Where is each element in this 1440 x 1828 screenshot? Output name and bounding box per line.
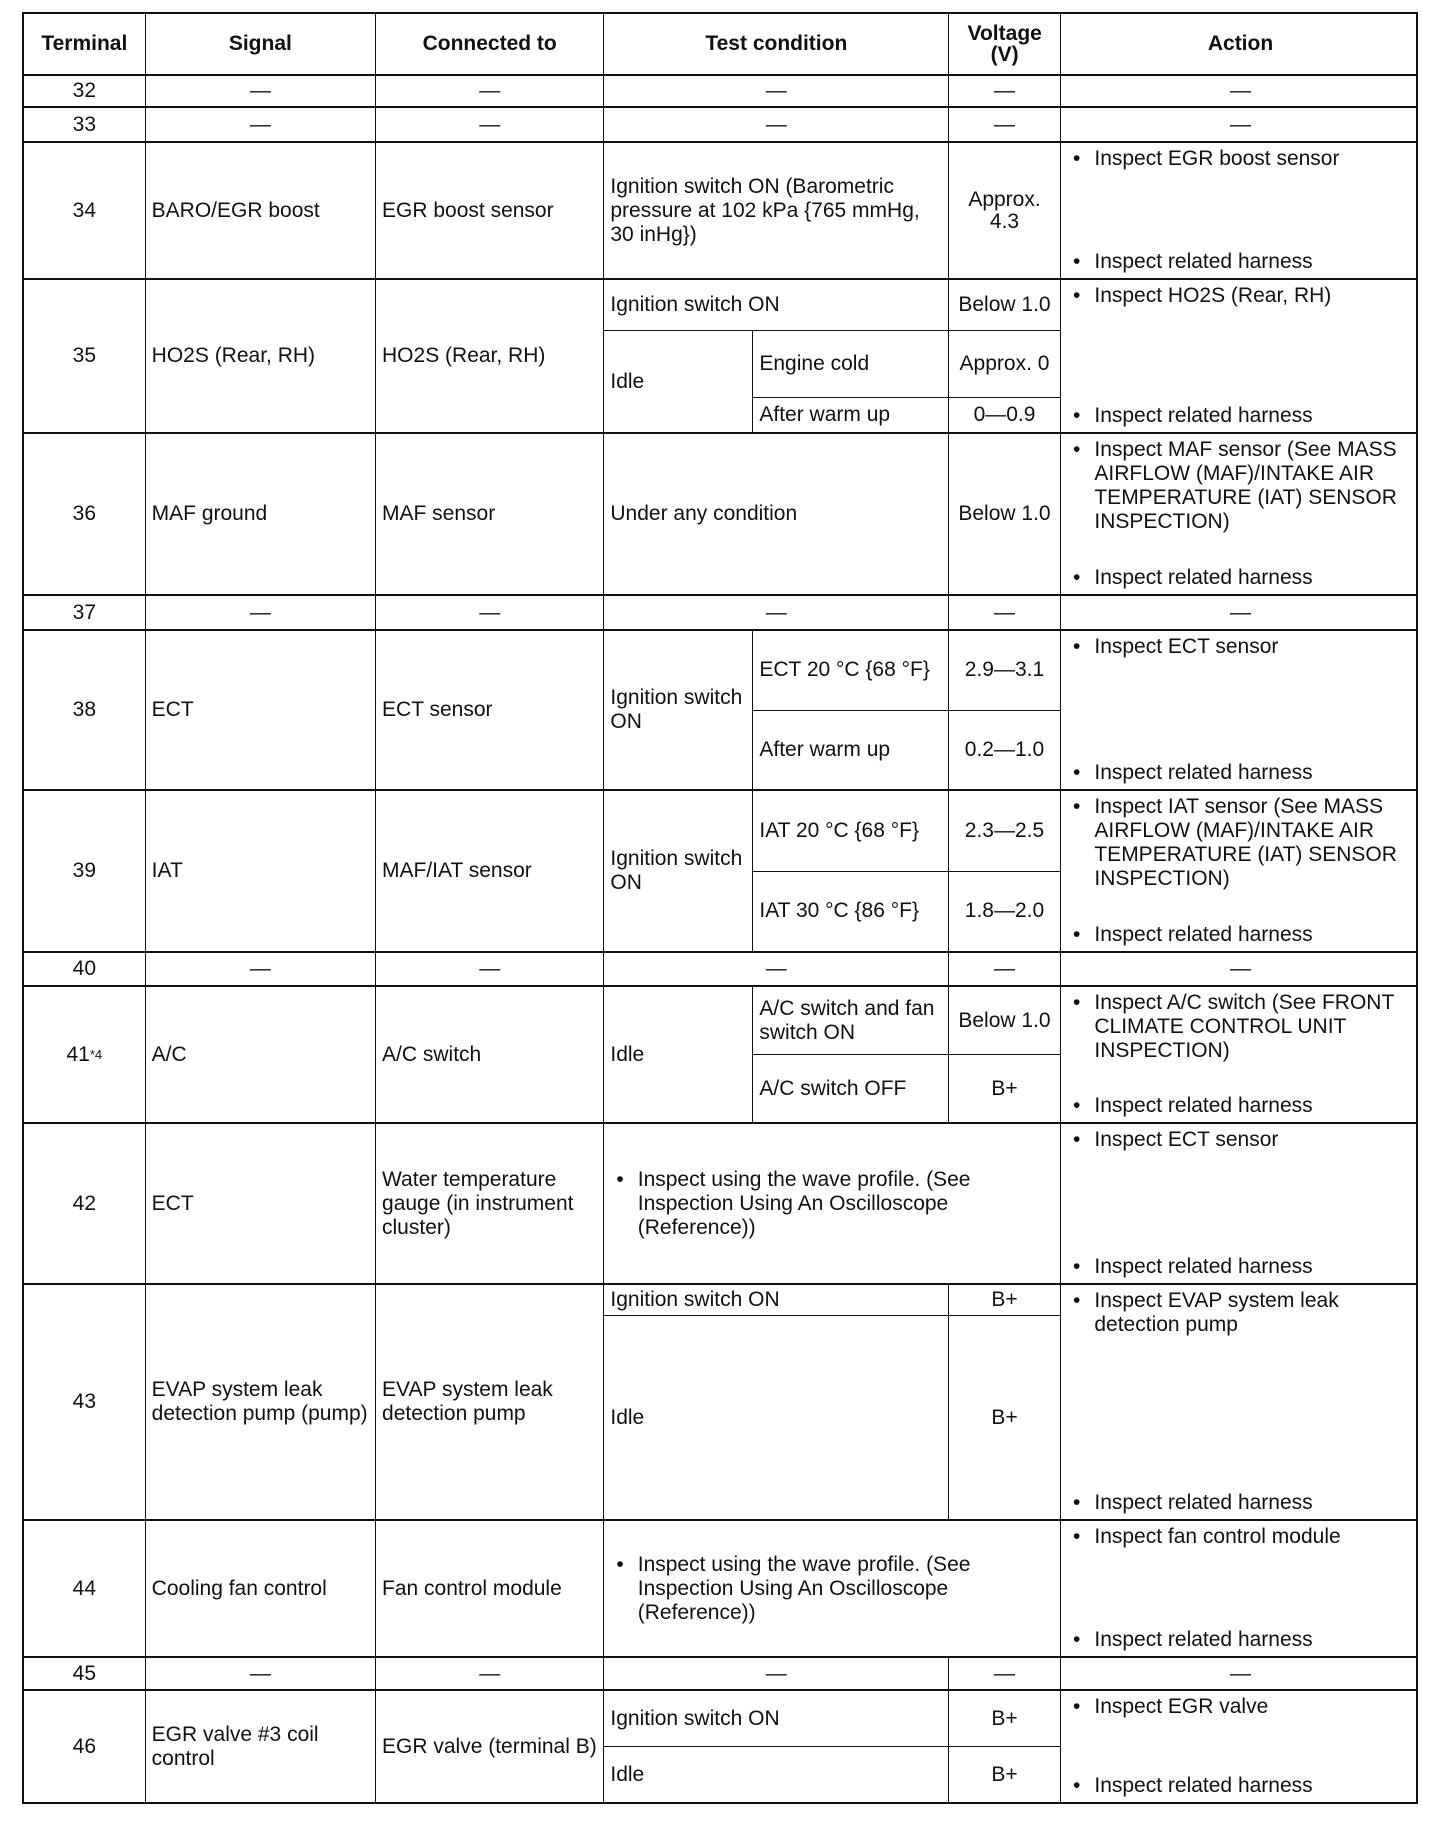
- terminal-number: 45: [72, 1661, 97, 1685]
- action-text: Inspect fan control module: [1094, 1525, 1341, 1548]
- condition-voltage-cell: [603, 953, 1060, 985]
- bullet-icon: •: [1073, 635, 1081, 658]
- condition-voltage-cell: [603, 280, 1060, 432]
- voltage-cell: —: [948, 596, 1060, 629]
- terminal-cell: [24, 1285, 145, 1519]
- signal-cell: —: [145, 108, 375, 141]
- action-item: [1073, 761, 1408, 785]
- action-cell: —: [1060, 76, 1416, 106]
- terminal-number: 34: [72, 198, 97, 222]
- connected-to-cell: EVAP system leak detection pump: [375, 1285, 603, 1519]
- sub-condition-label: A/C switch and fan switch ON: [759, 996, 935, 1044]
- signal-cell: —: [145, 953, 375, 985]
- action-text: Inspect ECT sensor: [1094, 635, 1279, 658]
- condition-entry: [604, 1691, 1060, 1746]
- voltage-value: Below 1.0: [948, 987, 1060, 1054]
- table-row-35: [24, 278, 1416, 432]
- bullet-icon: •: [1073, 1289, 1081, 1312]
- test-condition-label: Ignition switch ON (Barometric pressure at 102 kPa {765 mmHg, 30 inHg}): [610, 174, 920, 246]
- action-cell: —: [1060, 953, 1416, 985]
- test-condition-label: Ignition switch ON: [604, 791, 753, 951]
- voltage-value: Approx. 4.3: [948, 143, 1060, 278]
- table-row-32: [24, 74, 1416, 106]
- action-cell: [1060, 1691, 1416, 1802]
- connected-to-cell: Fan control module: [375, 1521, 603, 1656]
- sub-condition: [753, 631, 1060, 710]
- voltage-value: 0—0.9: [948, 398, 1060, 432]
- terminal-cell: [24, 1124, 145, 1283]
- action-item: [1073, 1695, 1408, 1719]
- test-condition-label: Ignition switch ON: [610, 293, 780, 317]
- action-text: Inspect related harness: [1094, 761, 1313, 784]
- test-condition-label: Idle: [610, 1762, 645, 1786]
- wave-profile-note: [604, 1521, 1060, 1656]
- wave-text: Inspect using the wave profile. (See Inspection Using An Oscilloscope (Reference)): [637, 1167, 971, 1239]
- test-condition-label: Ignition switch ON: [610, 1706, 780, 1730]
- terminal-cell: [24, 434, 145, 594]
- signal-cell: A/C: [145, 987, 375, 1122]
- voltage-value: Below 1.0: [948, 280, 1060, 330]
- terminal-cell: [24, 1521, 145, 1656]
- action-item: [1073, 923, 1408, 947]
- voltage-value: Approx. 0: [948, 331, 1060, 396]
- bullet-icon: •: [1073, 147, 1081, 170]
- connected-to-cell: MAF sensor: [375, 434, 603, 594]
- action-text: Inspect A/C switch (See FRONT CLIMATE CONTROL UNIT INSPECTION): [1094, 991, 1394, 1062]
- action-text: Inspect related harness: [1094, 1255, 1313, 1278]
- sub-condition: [753, 397, 1060, 432]
- action-cell: [1060, 631, 1416, 789]
- terminal-voltage-table: [22, 12, 1418, 1804]
- sub-condition-label: ECT 20 °C {68 °F}: [759, 658, 930, 682]
- terminal-number: 35: [72, 344, 97, 367]
- terminal-number: 32: [72, 79, 97, 102]
- condition-voltage-cell: [603, 1124, 1060, 1283]
- terminal-number: 39: [72, 859, 97, 882]
- bullet-icon: •: [1073, 761, 1081, 784]
- condition-voltage-cell: [603, 1658, 1060, 1689]
- terminal-cell: [24, 596, 145, 629]
- table-row-38: [24, 629, 1416, 789]
- wave-bullet: [616, 1168, 1048, 1240]
- voltage-value: B+: [948, 1691, 1060, 1746]
- signal-cell: EGR valve #3 coil control: [145, 1691, 375, 1802]
- sub-condition-label: IAT 20 °C {68 °F}: [759, 818, 919, 842]
- terminal-number: 42: [72, 1191, 97, 1215]
- signal-cell: EVAP system leak detection pump (pump): [145, 1285, 375, 1519]
- condition-voltage-cell: [603, 143, 1060, 278]
- condition-voltage-cell: [603, 987, 1060, 1122]
- test-condition-cell: —: [765, 112, 787, 136]
- action-cell: [1060, 1521, 1416, 1656]
- sub-condition: [753, 791, 1060, 871]
- terminal-number: 38: [72, 698, 97, 721]
- sub-condition: [753, 987, 1060, 1054]
- bullet-icon: •: [1073, 1128, 1081, 1151]
- action-item: [1073, 1128, 1408, 1152]
- bullet-icon: •: [1073, 1255, 1081, 1278]
- sub-conditions: [753, 791, 1060, 951]
- bullet-icon: •: [1073, 1094, 1081, 1117]
- sub-condition: [753, 710, 1060, 790]
- condition-voltage-cell: [603, 631, 1060, 789]
- terminal-number: 40: [72, 957, 97, 980]
- terminal-number: 43: [72, 1390, 97, 1413]
- action-cell: —: [1060, 108, 1416, 141]
- table-row-33: [24, 106, 1416, 141]
- sub-condition-label: After warm up: [759, 402, 891, 426]
- voltage-cell: —: [948, 1658, 1060, 1689]
- action-text: Inspect EGR boost sensor: [1094, 147, 1340, 170]
- table-header-row: [24, 14, 1416, 74]
- condition-entry: [604, 330, 1060, 432]
- sub-condition-label: After warm up: [759, 737, 891, 761]
- test-condition-label: Under any condition: [610, 502, 798, 525]
- test-condition-label: Idle: [610, 1405, 645, 1429]
- condition-entry: [604, 143, 1060, 278]
- connected-to-cell: —: [375, 953, 603, 985]
- terminal-cell: [24, 791, 145, 951]
- bullet-icon: •: [1073, 795, 1081, 818]
- action-text: Inspect related harness: [1094, 923, 1313, 946]
- terminal-cell: [24, 1658, 145, 1689]
- action-text: Inspect related harness: [1094, 1628, 1313, 1651]
- connected-to-cell: —: [375, 596, 603, 629]
- voltage-cell: —: [948, 108, 1060, 141]
- terminal-number: 46: [72, 1734, 97, 1758]
- wave-bullet: [616, 1553, 1048, 1625]
- bullet-icon: •: [1073, 1774, 1081, 1797]
- action-text: Inspect IAT sensor (See MASS AIRFLOW (MAF)/INTAKE AIR TEMPERATURE (IAT) SENSOR INSPECTION): [1094, 795, 1397, 890]
- sub-condition-label: IAT 30 °C {86 °F}: [759, 899, 919, 923]
- bullet-icon: •: [1073, 923, 1081, 946]
- condition-voltage-cell: [603, 596, 1060, 629]
- condition-voltage-cell: [603, 76, 1060, 106]
- header-signal: Signal: [145, 14, 375, 74]
- voltage-value: B+: [948, 1055, 1060, 1122]
- voltage-value: B+: [948, 1747, 1060, 1802]
- terminal-cell: [24, 1691, 145, 1802]
- table-row-42: [24, 1122, 1416, 1283]
- condition-entry: [604, 987, 1060, 1122]
- action-cell: [1060, 434, 1416, 594]
- connected-to-cell: EGR valve (terminal B): [375, 1691, 603, 1802]
- signal-cell: Cooling fan control: [145, 1521, 375, 1656]
- connected-to-cell: MAF/IAT sensor: [375, 791, 603, 951]
- condition-voltage-cell: [603, 108, 1060, 141]
- condition-entry: [604, 1746, 1060, 1802]
- connected-to-cell: A/C switch: [375, 987, 603, 1122]
- sub-conditions: [753, 987, 1060, 1122]
- table-row-34: [24, 141, 1416, 278]
- sub-condition: [753, 871, 1060, 952]
- voltage-value: 2.9—3.1: [948, 631, 1060, 710]
- action-text: Inspect related harness: [1094, 566, 1313, 589]
- action-item: [1073, 566, 1408, 590]
- action-text: Inspect related harness: [1094, 1774, 1313, 1797]
- sub-condition-label: A/C switch OFF: [759, 1076, 907, 1100]
- header-terminal: Terminal: [41, 32, 128, 55]
- action-text: Inspect EGR valve: [1094, 1695, 1269, 1718]
- signal-cell: —: [145, 596, 375, 629]
- wave-profile-note: [604, 1124, 1060, 1283]
- action-item: [1073, 1628, 1408, 1652]
- voltage-value: Below 1.0: [948, 434, 1060, 594]
- table-row-46: [24, 1689, 1416, 1802]
- action-cell: [1060, 791, 1416, 951]
- action-cell: —: [1060, 596, 1416, 629]
- connected-to-cell: —: [375, 108, 603, 141]
- connected-to-cell: EGR boost sensor: [375, 143, 603, 278]
- sub-conditions: [753, 631, 1060, 789]
- wave-text: Inspect using the wave profile. (See Inspection Using An Oscilloscope (Reference)): [637, 1552, 971, 1624]
- signal-cell: ECT: [145, 631, 375, 789]
- action-text: Inspect related harness: [1094, 250, 1313, 273]
- action-text: Inspect HO2S (Rear, RH): [1094, 284, 1332, 307]
- sub-condition-label: Engine cold: [759, 351, 870, 375]
- header-voltage: Voltage (V): [948, 14, 1060, 74]
- action-item: [1073, 1774, 1408, 1798]
- bullet-icon: •: [1073, 1491, 1081, 1514]
- test-condition-label: Ignition switch ON: [604, 631, 753, 789]
- connected-to-cell: HO2S (Rear, RH): [375, 280, 603, 432]
- action-item: [1073, 1094, 1408, 1118]
- table-row-45: [24, 1656, 1416, 1689]
- terminal-number: 36: [72, 502, 97, 525]
- action-cell: [1060, 1285, 1416, 1519]
- signal-cell: —: [145, 1658, 375, 1689]
- bullet-icon: •: [1073, 1525, 1081, 1548]
- test-condition-cell: —: [765, 1661, 787, 1685]
- action-item: [1073, 438, 1408, 534]
- action-item: [1073, 1255, 1408, 1279]
- bullet-icon: •: [1073, 566, 1081, 589]
- action-item: [1073, 991, 1408, 1063]
- condition-entry: [604, 1285, 1060, 1315]
- condition-entry: [604, 434, 1060, 594]
- table-row-39: [24, 789, 1416, 951]
- condition-entry: [604, 631, 1060, 789]
- connected-to-cell: ECT sensor: [375, 631, 603, 789]
- signal-cell: HO2S (Rear, RH): [145, 280, 375, 432]
- condition-entry: [604, 791, 1060, 951]
- action-text: Inspect related harness: [1094, 404, 1313, 427]
- action-item: [1073, 795, 1408, 891]
- voltage-value: B+: [948, 1316, 1060, 1519]
- terminal-cell: 41 *4: [66, 1042, 103, 1066]
- terminal-cell: [24, 76, 145, 106]
- terminal-cell: [24, 953, 145, 985]
- voltage-cell: —: [948, 76, 1060, 106]
- action-cell: [1060, 143, 1416, 278]
- table-row-43: [24, 1283, 1416, 1519]
- sub-condition: [753, 331, 1060, 396]
- action-text: Inspect MAF sensor (See MASS AIRFLOW (MAF)/INTAKE AIR TEMPERATURE (IAT) SENSOR INSPECTION): [1094, 438, 1397, 533]
- test-condition-label: Idle: [604, 987, 753, 1122]
- action-item: [1073, 284, 1408, 308]
- header-connected-to: Connected to: [375, 14, 603, 74]
- bullet-icon: •: [1073, 1628, 1081, 1651]
- table-row-37: [24, 594, 1416, 629]
- table-row-44: [24, 1519, 1416, 1656]
- sub-condition: [753, 1054, 1060, 1122]
- condition-voltage-cell: [603, 1285, 1060, 1519]
- condition-voltage-cell: [603, 1521, 1060, 1656]
- test-condition-cell: —: [765, 600, 787, 624]
- action-item: [1073, 250, 1408, 274]
- terminal-cell: [24, 280, 145, 432]
- action-item: [1073, 635, 1408, 659]
- signal-cell: BARO/EGR boost: [145, 143, 375, 278]
- terminal-cell: [24, 631, 145, 789]
- header-action: Action: [1060, 14, 1416, 74]
- action-item: [1073, 147, 1408, 171]
- bullet-icon: •: [1073, 1695, 1081, 1718]
- test-condition-cell: —: [765, 79, 787, 102]
- action-text: Inspect related harness: [1094, 1491, 1313, 1514]
- condition-voltage-cell: [603, 434, 1060, 594]
- terminal-number: 33: [72, 112, 97, 136]
- bullet-icon: •: [1073, 284, 1081, 307]
- table-row-41: [24, 985, 1416, 1122]
- action-item: [1073, 1289, 1408, 1337]
- terminal-cell: [24, 143, 145, 278]
- action-cell: [1060, 1124, 1416, 1283]
- terminal-cell: [24, 108, 145, 141]
- action-text: Inspect related harness: [1094, 1094, 1313, 1117]
- bullet-icon: •: [616, 1167, 624, 1191]
- sub-conditions: [753, 331, 1060, 432]
- connected-to-cell: —: [375, 76, 603, 106]
- action-item: [1073, 1491, 1408, 1515]
- voltage-cell: —: [948, 953, 1060, 985]
- connected-to-cell: —: [375, 1658, 603, 1689]
- header-test-condition: Test condition: [603, 14, 948, 74]
- condition-voltage-cell: [603, 1691, 1060, 1802]
- signal-cell: —: [145, 76, 375, 106]
- bullet-icon: •: [1073, 250, 1081, 273]
- test-condition-cell: —: [765, 957, 787, 980]
- voltage-value: B+: [948, 1285, 1060, 1315]
- test-condition-label: Idle: [604, 331, 753, 432]
- terminal-number: 41: [66, 1042, 90, 1066]
- action-item: [1073, 404, 1408, 428]
- terminal-number: 37: [72, 600, 97, 624]
- voltage-value: 1.8—2.0: [948, 872, 1060, 952]
- table-row-36: [24, 432, 1416, 594]
- condition-voltage-cell: [603, 791, 1060, 951]
- bullet-icon: •: [1073, 438, 1081, 461]
- action-text: Inspect EVAP system leak detection pump: [1094, 1289, 1339, 1336]
- condition-entry: [604, 280, 1060, 330]
- connected-to-cell: Water temperature gauge (in instrument cluster): [375, 1124, 603, 1283]
- action-text: Inspect ECT sensor: [1094, 1128, 1279, 1151]
- voltage-value: 2.3—2.5: [948, 791, 1060, 871]
- signal-cell: MAF ground: [145, 434, 375, 594]
- terminal-number: 44: [72, 1576, 97, 1600]
- action-cell: —: [1060, 1658, 1416, 1689]
- signal-cell: ECT: [145, 1124, 375, 1283]
- action-cell: [1060, 987, 1416, 1122]
- bullet-icon: •: [1073, 404, 1081, 427]
- table-row-40: [24, 951, 1416, 985]
- voltage-value: 0.2—1.0: [948, 711, 1060, 790]
- bullet-icon: •: [1073, 991, 1081, 1014]
- action-item: [1073, 1525, 1408, 1549]
- condition-entry: [604, 1315, 1060, 1519]
- signal-cell: IAT: [145, 791, 375, 951]
- bullet-icon: •: [616, 1552, 624, 1576]
- test-condition-label: Ignition switch ON: [610, 1288, 780, 1312]
- action-cell: [1060, 280, 1416, 432]
